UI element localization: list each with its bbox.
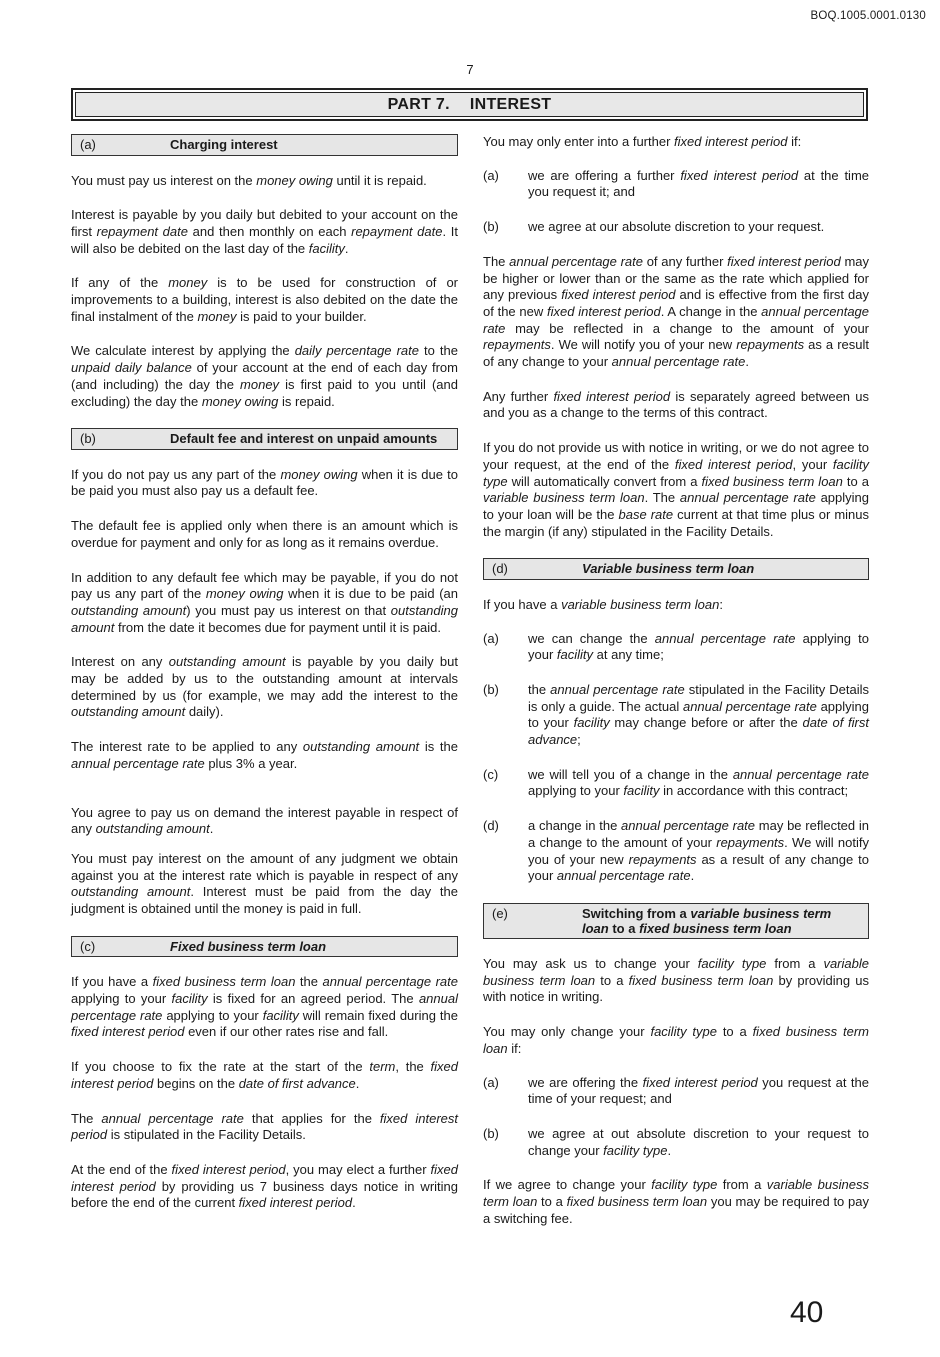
section-title: Variable business term loan <box>582 561 755 577</box>
list-item <box>483 1126 869 1159</box>
list-item <box>483 219 869 236</box>
paragraph: If you choose to fix the rate at the start of the term, the fixed interest period begins on the date of first advance. <box>71 1059 458 1091</box>
list-item <box>483 818 869 885</box>
list-marker: (a) <box>483 630 499 646</box>
paragraph: Interest is payable by you daily but debited to your account on the first repayment date and then monthly on each repayment date. It will also be debited on the last day of the facility. <box>71 207 458 256</box>
list-item <box>483 1075 869 1108</box>
paragraph: You agree to pay us on demand the interest payable in respect of any outstanding amount. <box>71 804 458 837</box>
list-text: we can change the annual percentage rate applying to your facility at any time; <box>528 630 869 663</box>
list-text: the annual percentage rate stipulated in the Facility Details is only a guide. The actual annual percentage rate applying to your facility may change before or after the date of first advance; <box>528 681 870 748</box>
section-heading-a <box>71 134 458 156</box>
list-marker: (b) <box>483 219 499 235</box>
section-heading-c <box>71 936 458 958</box>
section-label: (b) <box>80 431 96 447</box>
paragraph: The annual percentage rate that applies for the fixed interest period is stipulated in the Facility Details. <box>71 1110 458 1143</box>
page-number: 40 <box>790 1296 824 1329</box>
section-heading-e <box>483 903 869 939</box>
spacer <box>71 791 458 805</box>
paragraph: You may ask us to change your facility type from a variable business term loan to a fixed business term loan by providing us with notice in writing. <box>483 956 869 1005</box>
list-item <box>483 767 869 800</box>
section-label: (a) <box>80 137 96 152</box>
paragraph: You must pay us interest on the money owing until it is repaid. <box>71 172 427 188</box>
list-text: we will tell you of a change in the annual percentage rate applying to your facility in accordance with this contract; <box>528 766 870 799</box>
paragraph: The interest rate to be applied to any outstanding amount is the annual percentage rate plus 3% a year. <box>71 739 458 771</box>
part-heading <box>75 92 864 117</box>
page-number-top: 7 <box>466 62 474 77</box>
section-label: (c) <box>80 938 96 954</box>
list-marker: (b) <box>483 1125 499 1141</box>
section-label: (d) <box>492 561 508 577</box>
paragraph: The annual percentage rate of any further fixed interest period may be higher or lower than or the same as the rate which applied for any previous fixed interest period and is effective from the first day of the new fixed interest period. A change in the annual percentage rate may be reflected in a change to the amount of your repayments. We will notify you of your new repayments as a result of any change to your annual percentage rate. <box>483 253 870 370</box>
paragraph: You may only change your facility type to a fixed business term loan if: <box>483 1024 869 1056</box>
paragraph: If you have a fixed business term loan the annual percentage rate applying to your facility is fixed for an agreed period. The annual percentage rate applying to your facility will remain fixed during the fixed interest period even if our other rates rise and fall. <box>71 974 458 1040</box>
list-item <box>483 168 869 201</box>
section-heading-b <box>71 428 458 450</box>
section-title: Charging interest <box>170 137 278 152</box>
section-label: (e) <box>492 906 508 921</box>
list-text: we agree at out absolute discretion to your request to change your facility type. <box>528 1125 869 1158</box>
paragraph: If you do not pay us any part of the money owing when it is due to be paid you must also pay us a default fee. <box>71 466 458 499</box>
list-marker: (b) <box>483 681 499 697</box>
paragraph: Any further fixed interest period is separately agreed between us and you as a change to the terms of this contract. <box>483 388 869 421</box>
list-marker: (d) <box>483 818 499 834</box>
list-marker: (a) <box>483 167 499 183</box>
paragraph: The default fee is applied only when there is an amount which is overdue for payment and only for as long as it remains overdue. <box>71 518 458 550</box>
list-marker: (a) <box>483 1074 499 1090</box>
paragraph: In addition to any default fee which may be payable, if you do not pay us any part of the money owing when it is due to be paid (an outstanding amount) you must pay us interest on that outstanding amount from the date it becomes due for payment until it is paid. <box>71 569 458 635</box>
paragraph: Interest on any outstanding amount is payable by you daily but may be added by us to the outstanding amount at intervals determined by us (for example, we may add the interest to the outstanding amount daily). <box>71 654 458 720</box>
document-id: BOQ.1005.0001.0130 <box>810 10 926 22</box>
part-heading-box <box>71 88 868 121</box>
list-text: a change in the annual percentage rate may be reflected in a change to the amount of your repayments. We will notify you of your new repayments as a result of any change to your annual percentage rate. <box>528 818 869 884</box>
paragraph: You may only enter into a further fixed interest period if: <box>483 134 802 149</box>
paragraph: We calculate interest by applying the daily percentage rate to the unpaid daily balance of your account at the end of each day from (and including) the day the money is first paid to you until (and excluding) the day the money owing is repaid. <box>71 343 459 409</box>
paragraph: At the end of the fixed interest period, you may elect a further fixed interest period by providing us 7 business days notice in writing before the end of the current fixed interest period. <box>71 1161 458 1211</box>
paragraph: If we agree to change your facility type from a variable business term loan to a fixed business term loan you may be required to pay a switching fee. <box>483 1177 869 1226</box>
right-column <box>483 134 869 1245</box>
paragraph: If any of the money is to be used for construction of or improvements to a building, interest is also debited on the date the final instalment of the money is paid to your builder. <box>71 275 459 324</box>
section-title: Default fee and interest on unpaid amounts <box>170 431 438 447</box>
paragraph: If you do not provide us with notice in writing, or we do not agree to your request, at the end of the fixed interest period, your facility type will automatically convert from a fixed business term loan to a variable business term loan. The annual percentage rate applying to your loan will be the base rate current at that time plus or minus the margin (if any) stipulated in the Facility Details. <box>483 440 870 539</box>
list-text: we are offering a further fixed interest period at the time you request it; and <box>528 167 869 200</box>
section-heading-d <box>483 558 869 580</box>
part-title: INTEREST <box>469 95 552 113</box>
part-number: PART 7. <box>387 95 450 113</box>
paragraph: You must pay interest on the amount of any judgment we obtain against you at the interest rate which is payable in respect of any outstanding amount. Interest must be paid from the day the judgment is obtained until the money is paid in full. <box>71 850 458 917</box>
list-text: we agree at our absolute discretion to your request. <box>528 219 825 235</box>
section-title: Fixed business term loan <box>170 938 327 954</box>
left-column <box>71 134 458 1230</box>
paragraph: If you have a variable business term loan: <box>483 596 723 612</box>
list-text: we are offering the fixed interest period you request at the time of your request; and <box>528 1074 869 1107</box>
section-title: Switching from a variable business term loan to a fixed business term loan <box>582 906 832 936</box>
list-marker: (c) <box>483 766 499 782</box>
list-item <box>483 631 869 664</box>
list-item <box>483 682 869 749</box>
